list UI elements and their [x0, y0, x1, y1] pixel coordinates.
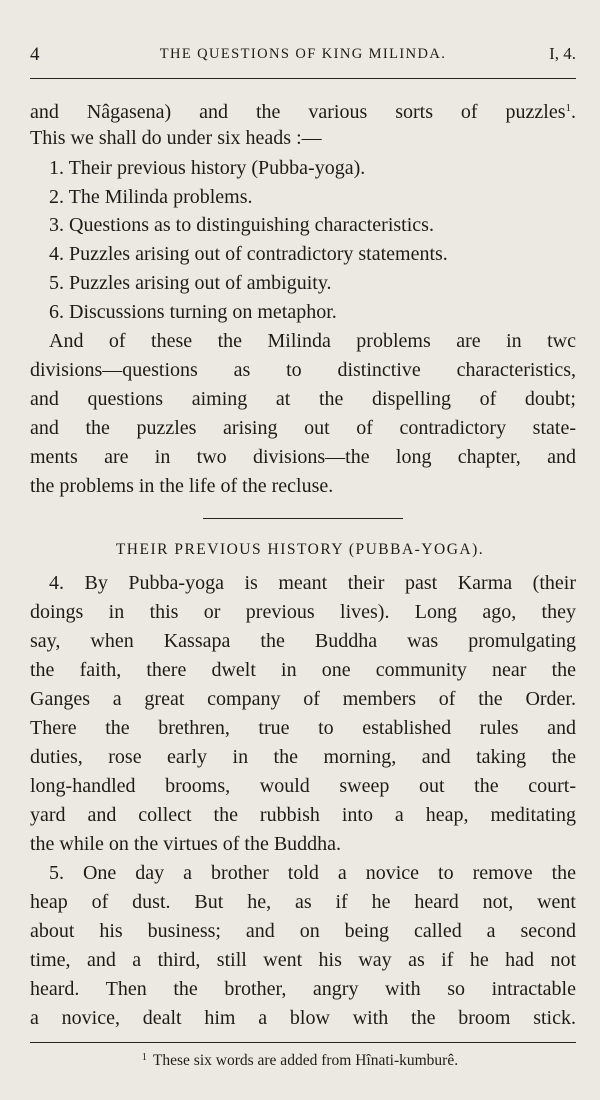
paragraph-line: And of these the Milinda problems are in twc: [49, 330, 576, 352]
paragraph-line: heap of dust. But he, as if he heard not, went: [30, 891, 576, 913]
footnote-rule: [30, 1042, 576, 1043]
paragraph-line: a novice, dealt him a blow with the broom stick.: [30, 1007, 576, 1029]
section-heading: THEIR PREVIOUS HISTORY (PUBBA-YOGA).: [115, 541, 485, 558]
paragraph-line: and questions aiming at the dispelling of doubt;: [30, 388, 576, 410]
paragraph-line: There the brethren, true to established rules and: [30, 717, 576, 739]
footnote-text: These six words are added from Hînati-kumburê.: [152, 1052, 459, 1069]
paragraph-line: ments are in two divisions—the long chapter, and: [30, 446, 576, 468]
intro-line-2: This we shall do under six heads :—: [30, 127, 322, 149]
paragraph-line: yard and collect the rubbish into a heap, meditating: [30, 804, 576, 826]
paragraph-line: 4. By Pubba-yoga is meant their past Karma (their: [49, 572, 576, 594]
header-rule: [30, 78, 576, 79]
paragraph-line: duties, rose early in the morning, and taking the: [30, 746, 576, 768]
running-title: THE QUESTIONS OF KING MILINDA.: [159, 46, 447, 62]
paragraph-line: time, and a third, still went his way as if he had not: [30, 949, 576, 971]
section-reference: I, 4.: [549, 44, 576, 63]
paragraph-line: the problems in the life of the recluse.: [30, 475, 334, 497]
footnote: [0, 1052, 600, 1070]
list-item: 3. Questions as to distinguishing characteristics.: [49, 214, 434, 236]
paragraph-line: the while on the virtues of the Buddha.: [30, 833, 342, 855]
paragraph-line: and the puzzles arising out of contradictory state-: [30, 417, 576, 439]
paragraph-line: divisions—questions as to distinctive characteristics,: [30, 359, 576, 381]
list-item: 5. Puzzles arising out of ambiguity.: [49, 272, 332, 294]
paragraph-line: heard. Then the brother, angry with so intractable: [30, 978, 576, 1000]
running-header: [30, 44, 576, 74]
page-number: 4: [30, 44, 40, 65]
paragraph-line: doings in this or previous lives). Long ago, they: [30, 601, 576, 623]
intro-line-1-end: .: [571, 101, 576, 123]
footnote-reference: 1: [565, 102, 571, 114]
intro-line-1-text: and Nâgasena) and the various sorts of puzzles: [30, 101, 566, 123]
paragraph-line: Ganges a great company of members of the Order.: [30, 688, 576, 710]
list-item: 2. The Milinda problems.: [49, 186, 253, 208]
paragraph-line: 5. One day a brother told a novice to remove the: [49, 862, 576, 884]
paragraph-line: about his business; and on being called a second: [30, 920, 576, 942]
paragraph-line: the faith, there dwelt in one community near the: [30, 659, 576, 681]
list-item: 1. Their previous history (Pubba-yoga).: [49, 157, 366, 179]
paragraph-line: say, when Kassapa the Buddha was promulgating: [30, 630, 576, 652]
section-divider: [203, 518, 403, 519]
list-item: 6. Discussions turning on metaphor.: [49, 301, 337, 323]
footnote-marker: 1: [141, 1052, 147, 1063]
paragraph-line: long-handled brooms, would sweep out the court-: [30, 775, 576, 797]
intro-line-1: [30, 99, 576, 125]
list-item: 4. Puzzles arising out of contradictory statements.: [49, 243, 448, 265]
